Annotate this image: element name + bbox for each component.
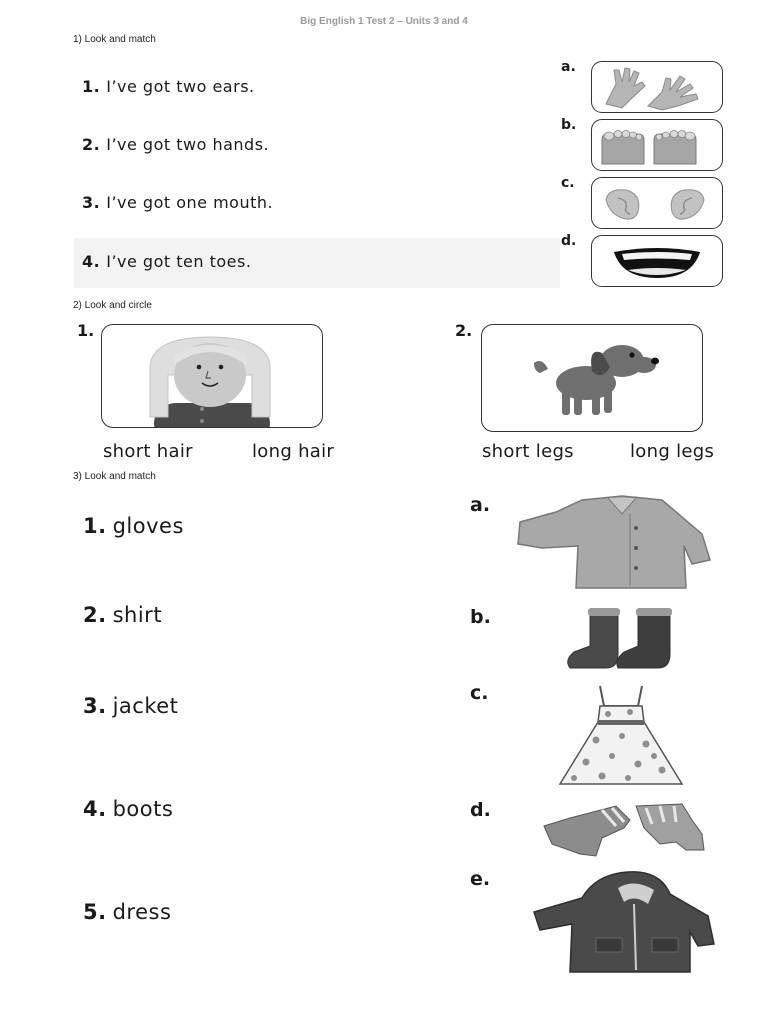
boots-icon <box>562 604 690 674</box>
s2-item-2-number: 2. <box>455 321 473 340</box>
gloves-icon <box>592 62 722 112</box>
s3-letter-c: c. <box>470 682 489 704</box>
s3-item-3: 3. jacket <box>83 694 179 718</box>
s1-item-2: 2. I’ve got two hands. <box>82 135 270 154</box>
s3-letter-b: b. <box>470 606 491 628</box>
jacket-icon <box>530 868 716 978</box>
s3-letter-a: a. <box>470 494 491 516</box>
s1-picture-a <box>591 61 723 113</box>
s2-item-1-number: 1. <box>77 321 95 340</box>
s3-item-2: 2. shirt <box>83 603 163 627</box>
ears-icon <box>592 178 722 228</box>
s1-letter-b: b. <box>561 117 577 133</box>
girl-icon <box>102 325 322 427</box>
toes-icon <box>592 120 722 170</box>
s3-item-5: 5. dress <box>83 900 172 924</box>
mouth-icon <box>592 236 722 286</box>
s1-letter-c: c. <box>561 175 575 191</box>
s2-item-2-choice-short-legs[interactable]: short legs <box>482 441 574 462</box>
dog-icon <box>482 325 702 431</box>
s1-picture-c <box>591 177 723 229</box>
s1-letter-a: a. <box>561 59 576 75</box>
s1-picture-d <box>591 235 723 287</box>
s1-item-4: 4. I’ve got ten toes. <box>82 252 252 271</box>
s1-picture-b <box>591 119 723 171</box>
s2-item-2-choice-long-legs[interactable]: long legs <box>630 441 715 462</box>
s2-picture-1 <box>101 324 323 428</box>
shirt-icon <box>512 490 717 594</box>
s3-letter-d: d. <box>470 799 491 821</box>
gloves-icon <box>536 798 712 864</box>
section1-instruction: 1) Look and match <box>73 34 156 45</box>
s2-picture-2 <box>481 324 703 432</box>
s3-letter-e: e. <box>470 868 491 890</box>
dress-icon <box>556 682 686 790</box>
section2-instruction: 2) Look and circle <box>73 300 152 311</box>
page-title: Big English 1 Test 2 – Units 3 and 4 <box>300 16 468 27</box>
s3-item-1: 1. gloves <box>83 514 184 538</box>
s2-item-1-choice-short-hair[interactable]: short hair <box>103 441 193 462</box>
s3-item-4: 4. boots <box>83 797 174 821</box>
s2-item-1-choice-long-hair[interactable]: long hair <box>252 441 335 462</box>
s1-letter-d: d. <box>561 233 577 249</box>
s1-item-3: 3. I’ve got one mouth. <box>82 193 274 212</box>
section3-instruction: 3) Look and match <box>73 471 156 482</box>
s1-item-1: 1. I’ve got two ears. <box>82 77 255 96</box>
